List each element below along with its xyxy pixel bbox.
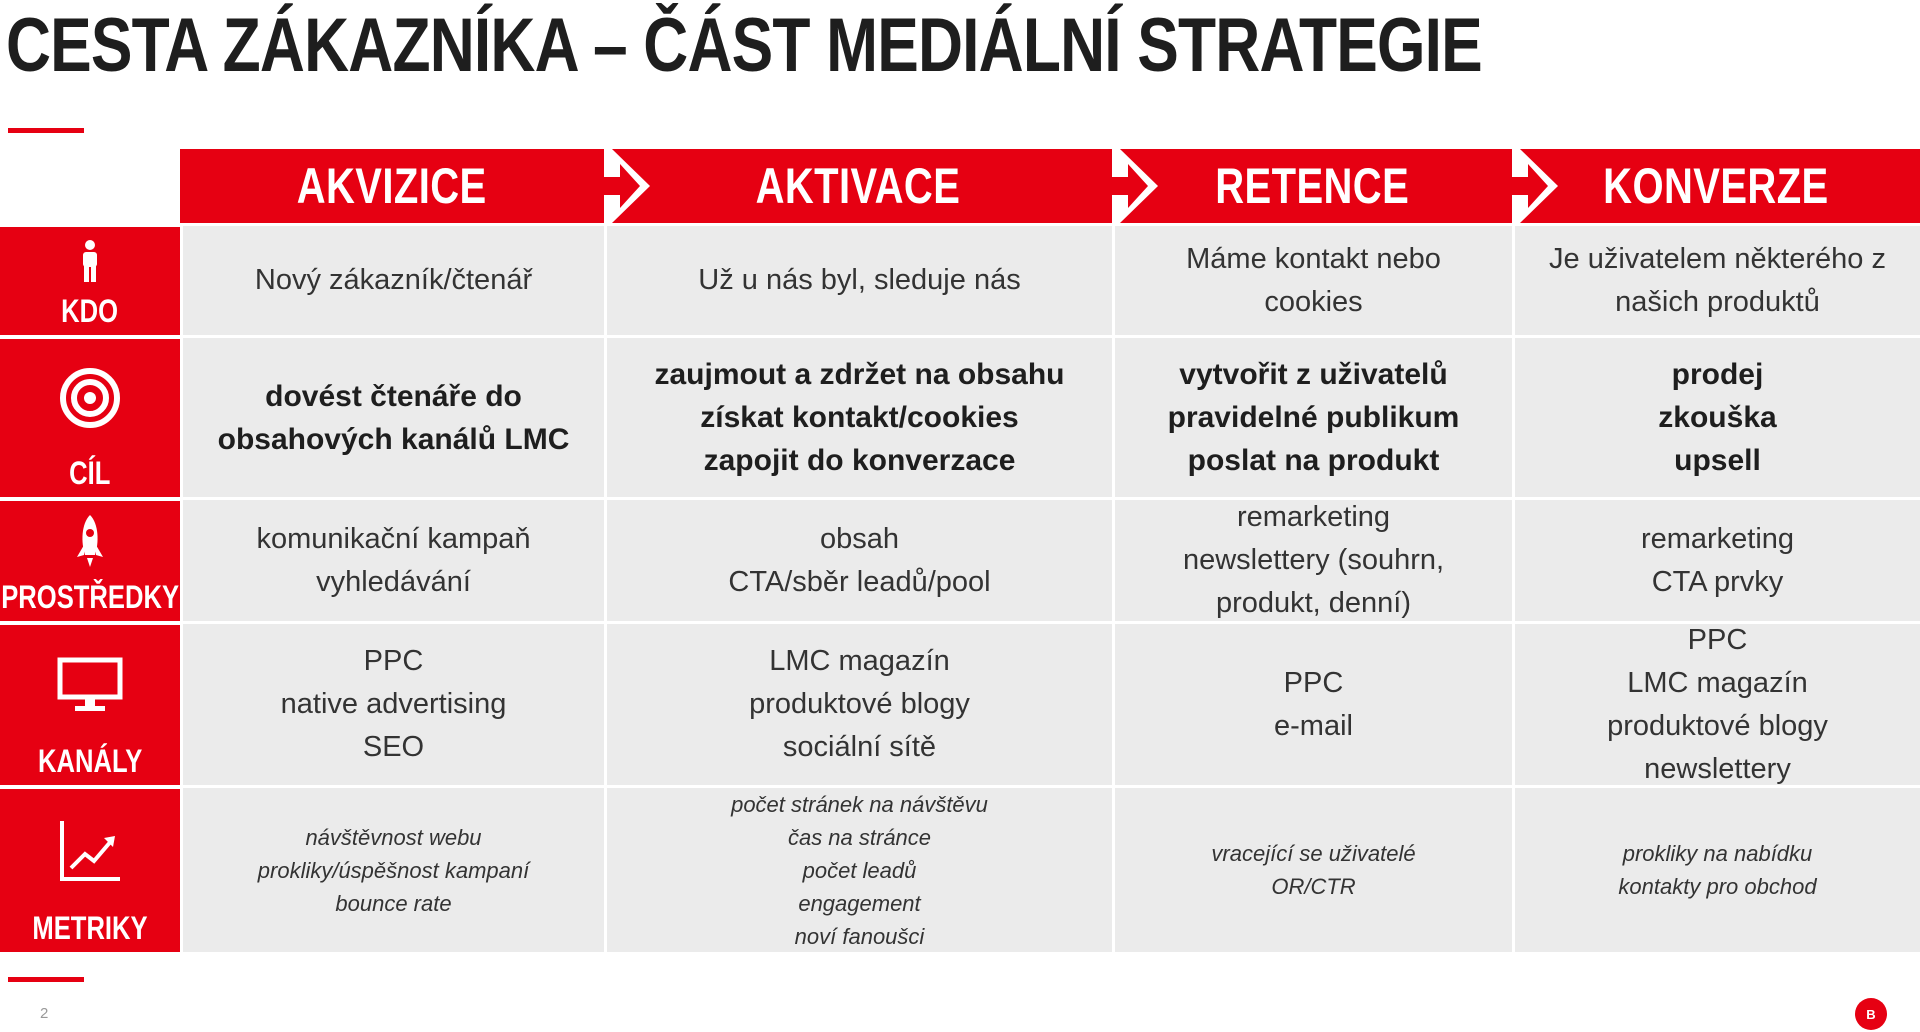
cell-line: PPC <box>1283 666 1344 699</box>
row-header-kdo <box>0 223 180 335</box>
rocket-icon <box>74 501 106 581</box>
monitor-icon <box>57 625 123 745</box>
stage-label: AKVIZICE <box>297 158 487 214</box>
table-corner <box>0 149 180 223</box>
stage-arrow-icon <box>604 149 650 223</box>
cell-line: native advertising <box>280 688 507 720</box>
cell-line: Máme kontakt nebo <box>1186 242 1441 275</box>
cell-line: newslettery <box>1644 752 1791 785</box>
cell-line: remarketing <box>1640 522 1795 555</box>
table-cell <box>1112 223 1512 335</box>
cell-line: počet stránek na návštěvu <box>731 791 988 817</box>
cell-line: obsahových kanálů LMC <box>217 422 570 456</box>
row-label: KDO <box>61 293 119 329</box>
cell-line: prokliky na nabídku <box>1622 841 1813 866</box>
cell-line: remarketing <box>1236 501 1391 533</box>
table-cell <box>1512 621 1920 785</box>
target-icon <box>59 339 121 457</box>
cell-line: vracející se uživatelé <box>1211 841 1416 866</box>
cell-line: PPC <box>1687 623 1748 656</box>
row-header-cíl <box>0 335 180 497</box>
row-label: PROSTŘEDKY <box>1 579 179 615</box>
cell-line: Je uživatelem některého z <box>1549 242 1886 275</box>
cell-line: kontakty pro obchod <box>1618 874 1817 899</box>
brand-logo: B <box>1855 998 1887 1030</box>
stage-header-3 <box>1112 149 1512 223</box>
table-cell <box>180 621 604 785</box>
table-cell <box>1112 335 1512 497</box>
cell-line: cookies <box>1264 285 1363 318</box>
cell-line: zkouška <box>1658 401 1777 434</box>
cell-line: Už u nás byl, sleduje nás <box>698 264 1021 296</box>
stage-label: KONVERZE <box>1603 158 1829 214</box>
cell-line: engagement <box>798 890 921 916</box>
slide-title: CESTA ZÁKAZNÍKA – ČÁST MEDIÁLNÍ STRATEGIE <box>6 3 1482 88</box>
cell-line: návštěvnost webu <box>305 824 482 850</box>
cell-line: newslettery (souhrn, <box>1182 544 1445 576</box>
stage-label: AKTIVACE <box>755 158 961 214</box>
cell-line: Nový zákazník/čtenář <box>254 264 533 296</box>
cell-line: čas na stránce <box>787 824 932 850</box>
table-cell <box>180 335 604 497</box>
cell-line: prodej <box>1671 358 1764 391</box>
cell-line: SEO <box>362 731 425 763</box>
row-header-prostředky <box>0 497 180 621</box>
cell-line: noví fanoušci <box>794 923 925 949</box>
table-cell <box>1112 785 1512 952</box>
cell-line: CTA prvky <box>1651 565 1784 598</box>
cell-line: LMC magazín <box>769 645 950 677</box>
cell-line: poslat na produkt <box>1187 444 1440 477</box>
cell-line: produktové blogy <box>749 688 970 720</box>
table-cell <box>604 223 1112 335</box>
row-header-metriky <box>0 785 180 952</box>
customer-journey-table <box>0 149 1920 952</box>
cell-line: OR/CTR <box>1271 874 1356 899</box>
cell-line: e-mail <box>1274 709 1353 742</box>
table-cell <box>1112 621 1512 785</box>
stage-label: RETENCE <box>1215 158 1409 214</box>
footer-line <box>8 977 84 982</box>
title-underline <box>8 128 84 133</box>
cell-line: sociální sítě <box>782 731 937 763</box>
stage-header-1 <box>180 149 604 223</box>
stage-arrow-icon <box>1112 149 1158 223</box>
cell-line: bounce rate <box>335 890 452 916</box>
cell-line: produktové blogy <box>1607 709 1828 742</box>
table-cell <box>604 785 1112 952</box>
table-cell <box>604 621 1112 785</box>
cell-line: vytvořit z uživatelů <box>1179 358 1448 391</box>
row-label: CÍL <box>69 455 111 491</box>
cell-line: našich produktů <box>1615 285 1820 318</box>
table-cell <box>180 497 604 621</box>
table-cell <box>180 223 604 335</box>
line-chart-icon <box>57 789 123 912</box>
row-label: METRIKY <box>32 910 148 946</box>
table-cell <box>1512 335 1920 497</box>
row-header-kanály <box>0 621 180 785</box>
person-icon <box>79 227 101 295</box>
row-label: KANÁLY <box>37 743 143 779</box>
table-cell <box>1112 497 1512 621</box>
cell-line: vyhledávání <box>316 565 471 598</box>
cell-line: počet leadů <box>802 857 917 883</box>
cell-line: produkt, denní) <box>1215 587 1412 619</box>
table-cell <box>1512 223 1920 335</box>
cell-line: zaujmout a zdržet na obsahu <box>654 358 1065 391</box>
cell-line: upsell <box>1674 444 1761 477</box>
table-cell <box>604 335 1112 497</box>
stage-arrow-icon <box>1512 149 1558 223</box>
cell-line: pravidelné publikum <box>1167 401 1460 434</box>
cell-line: obsah <box>819 522 899 555</box>
stage-header-2 <box>604 149 1112 223</box>
cell-line: dovést čtenáře do <box>265 379 522 413</box>
cell-line: CTA/sběr leadů/pool <box>728 565 991 598</box>
cell-line: zapojit do konverzace <box>703 444 1016 477</box>
cell-line: komunikační kampaň <box>256 522 531 555</box>
cell-line: LMC magazín <box>1627 666 1808 699</box>
page-number: 2 <box>40 1005 49 1022</box>
table-cell <box>180 785 604 952</box>
stage-header-4 <box>1512 149 1920 223</box>
table-cell <box>1512 785 1920 952</box>
cell-line: získat kontakt/cookies <box>700 401 1019 434</box>
table-cell <box>1512 497 1920 621</box>
table-cell <box>604 497 1112 621</box>
cell-line: prokliky/úspěšnost kampaní <box>257 857 530 883</box>
cell-line: PPC <box>363 645 424 677</box>
